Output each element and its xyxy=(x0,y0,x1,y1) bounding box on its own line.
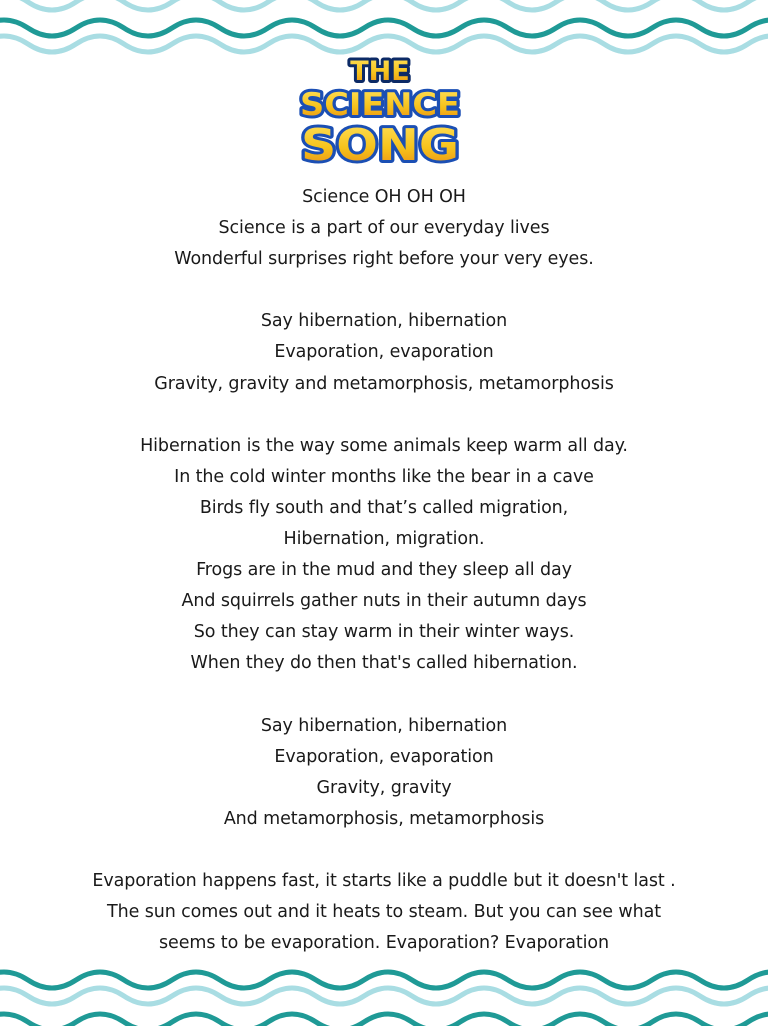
lyric-line: Evaporation, evaporation xyxy=(274,746,494,767)
lyric-line: Say hibernation, hibernation xyxy=(260,715,508,736)
lyric-line: Hibernation, migration. xyxy=(283,529,485,550)
lyric-line: Evaporation, evaporation xyxy=(274,342,494,363)
stanza-chorus-2 xyxy=(60,711,708,835)
lyric-line: And squirrels gather nuts in their autumn days xyxy=(181,591,587,612)
lyric-line: Gravity, gravity xyxy=(316,777,452,798)
song-lyrics xyxy=(60,182,708,959)
stanza-intro xyxy=(60,182,708,275)
lyric-line: Say hibernation, hibernation xyxy=(260,311,508,332)
stanza-chorus-1 xyxy=(60,306,708,399)
lyric-line: Science is a part of our everyday lives xyxy=(218,218,550,239)
logo-line-the: THE xyxy=(350,56,410,87)
lyric-line: Hibernation is the way some animals keep warm all day. xyxy=(140,435,628,456)
lyric-line: When they do then that's called hibernation. xyxy=(190,653,578,674)
lyric-line: Frogs are in the mud and they sleep all day xyxy=(196,560,572,581)
lyric-line: Birds fly south and that’s called migration, xyxy=(199,497,569,518)
lyric-line: Gravity, gravity and metamorphosis, metamorphosis xyxy=(154,373,614,394)
stanza-hibernation-verse xyxy=(60,431,708,680)
top-wave-decoration xyxy=(0,0,768,60)
lyric-line: Wonderful surprises right before your very eyes. xyxy=(174,249,594,270)
bottom-wave-decoration xyxy=(0,966,768,1026)
the-science-song-logo xyxy=(294,52,466,168)
lyric-paragraph: Evaporation happens fast, it starts like a puddle but it doesn't last . The sun comes out and it heats to steam. But you can see what seems to be evaporation. Evaporation? Evaporation xyxy=(92,871,676,954)
lyric-line: So they can stay warm in their winter ways. xyxy=(193,622,575,643)
lyric-line: In the cold winter months like the bear in a cave xyxy=(174,466,594,487)
logo-line-science: SCIENCE xyxy=(300,87,460,123)
logo-line-song: SONG xyxy=(301,120,459,168)
lyric-line: Science OH OH OH xyxy=(302,187,466,207)
stanza-evaporation-verse xyxy=(60,866,708,959)
lyric-line: And metamorphosis, metamorphosis xyxy=(223,808,545,829)
